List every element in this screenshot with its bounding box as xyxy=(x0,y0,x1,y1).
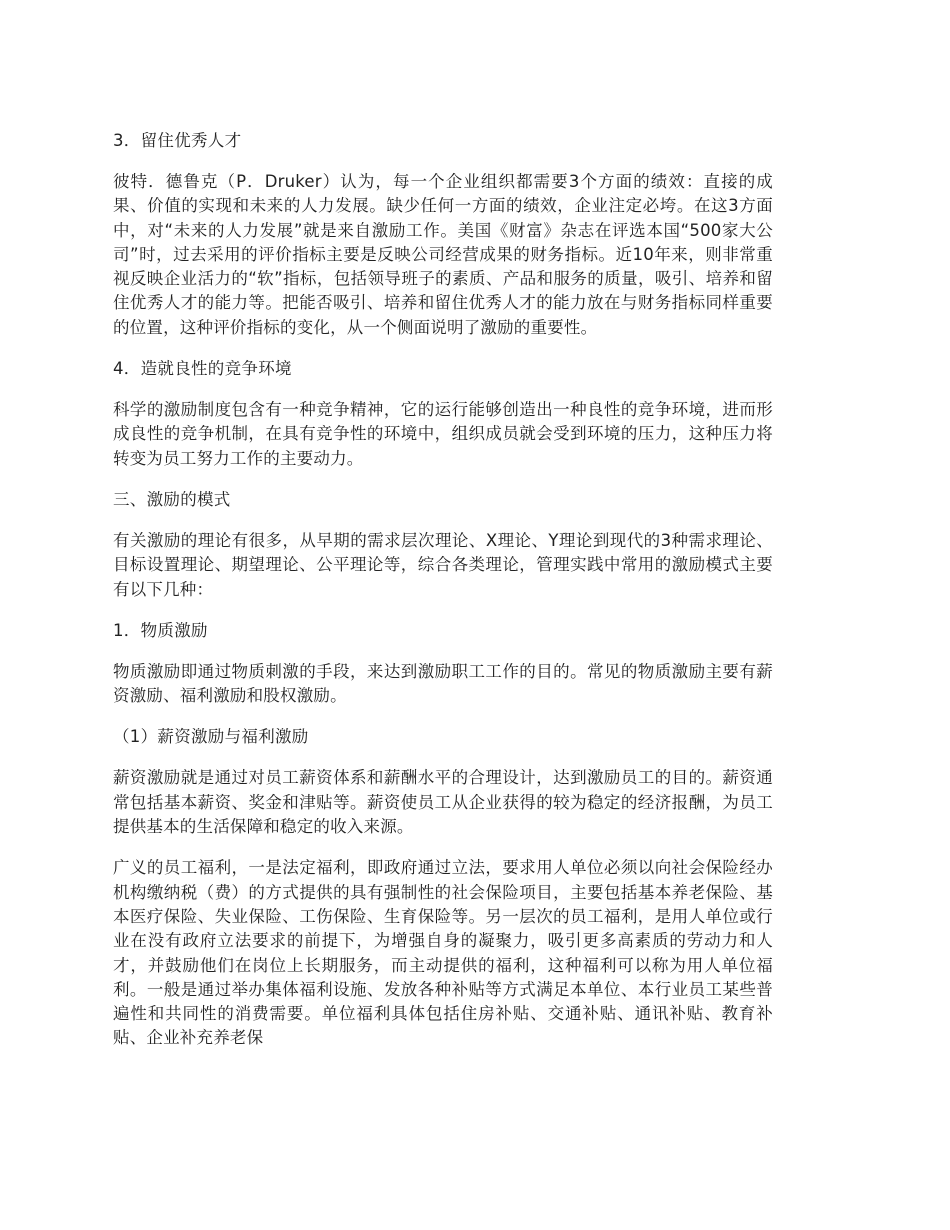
paragraph-druker: 彼特．德鲁克（P．Druker）认为，每一个企业组织都需要3个方面的绩效：直接的成果、价值的实现和未来的人力发展。缺少任何一方面的绩效，企业注定必垮。在这3方面中，对“未来的人力发展”就是来自激励工作。美国《财富》杂志在评选本国“500家大公司”时，过去采用的评价指标主要是反映公司经营成果的财务指标。近10年来，则非常重视反映企业活力的“软”指标，包括领导班子的素质、产品和服务的质量，吸引、培养和留住优秀人才的能力等。把能否吸引、培养和留住优秀人才的能力放在与财务指标同样重要的位置，这种评价指标的变化，从一个侧面说明了激励的重要性。 xyxy=(113,172,773,337)
paragraph-material: 物质激励即通过物质刺激的手段，来达到激励职工工作的目的。常见的物质激励主要有薪资激励、福利激励和股权激励。 xyxy=(113,661,773,706)
section-heading-incentive-models: 三、激励的模式 xyxy=(113,489,231,509)
paragraph-welfare: 广义的员工福利，一是法定福利，即政府通过立法，要求用人单位必须以向社会保险经办机构缴纳税（费）的方式提供的具有强制性的社会保险项目，主要包括基本养老保险、基本医疗保险、失业保险、工伤保险、生育保险等。另一层次的员工福利，是用人单位或行业在没有政府立法要求的前提下，为增强自身的凝聚力，吸引更多高素质的劳动力和人才，并鼓励他们在岗位上长期服务，而主动提供的福利，这种福利可以称为用人单位福利。一般是通过举办集体福利设施、发放各种补贴等方式满足本单位、本行业员工某些普遍性和共同性的消费需要。单位福利具体包括住房补贴、交通补贴、通讯补贴、教育补贴、企业补充养老保 xyxy=(113,858,773,1048)
section-heading-material: 1．物质激励 xyxy=(113,620,208,640)
paragraph-salary: 薪资激励就是通过对员工薪资体系和薪酬水平的合理设计，达到激励员工的目的。薪资通常包括基本薪资、奖金和津贴等。薪资使员工从企业获得的较为稳定的经济报酬，为员工提供基本的生活保障和稳定的收入来源。 xyxy=(113,768,773,837)
section-heading-retain-talent: 3．留住优秀人才 xyxy=(113,131,242,150)
section-heading-salary-welfare: （1）薪资激励与福利激励 xyxy=(113,727,309,747)
section-heading-competition: 4．造就良性的竞争环境 xyxy=(113,359,292,379)
paragraph-competition: 科学的激励制度包含有一种竞争精神，它的运行能够创造出一种良性的竞争环境，进而形成良性的竞争机制，在具有竞争性的环境中，组织成员就会受到环境的压力，这种压力将转变为员工努力工作的主要动力。 xyxy=(113,400,773,468)
paragraph-incentive-theories: 有关激励的理论有很多，从早期的需求层次理论、X理论、Y理论到现代的3种需求理论、目标设置理论、期望理论、公平理论等，综合各类理论，管理实践中常用的激励模式主要有以下几种： xyxy=(113,530,773,599)
document-page xyxy=(113,129,773,1068)
